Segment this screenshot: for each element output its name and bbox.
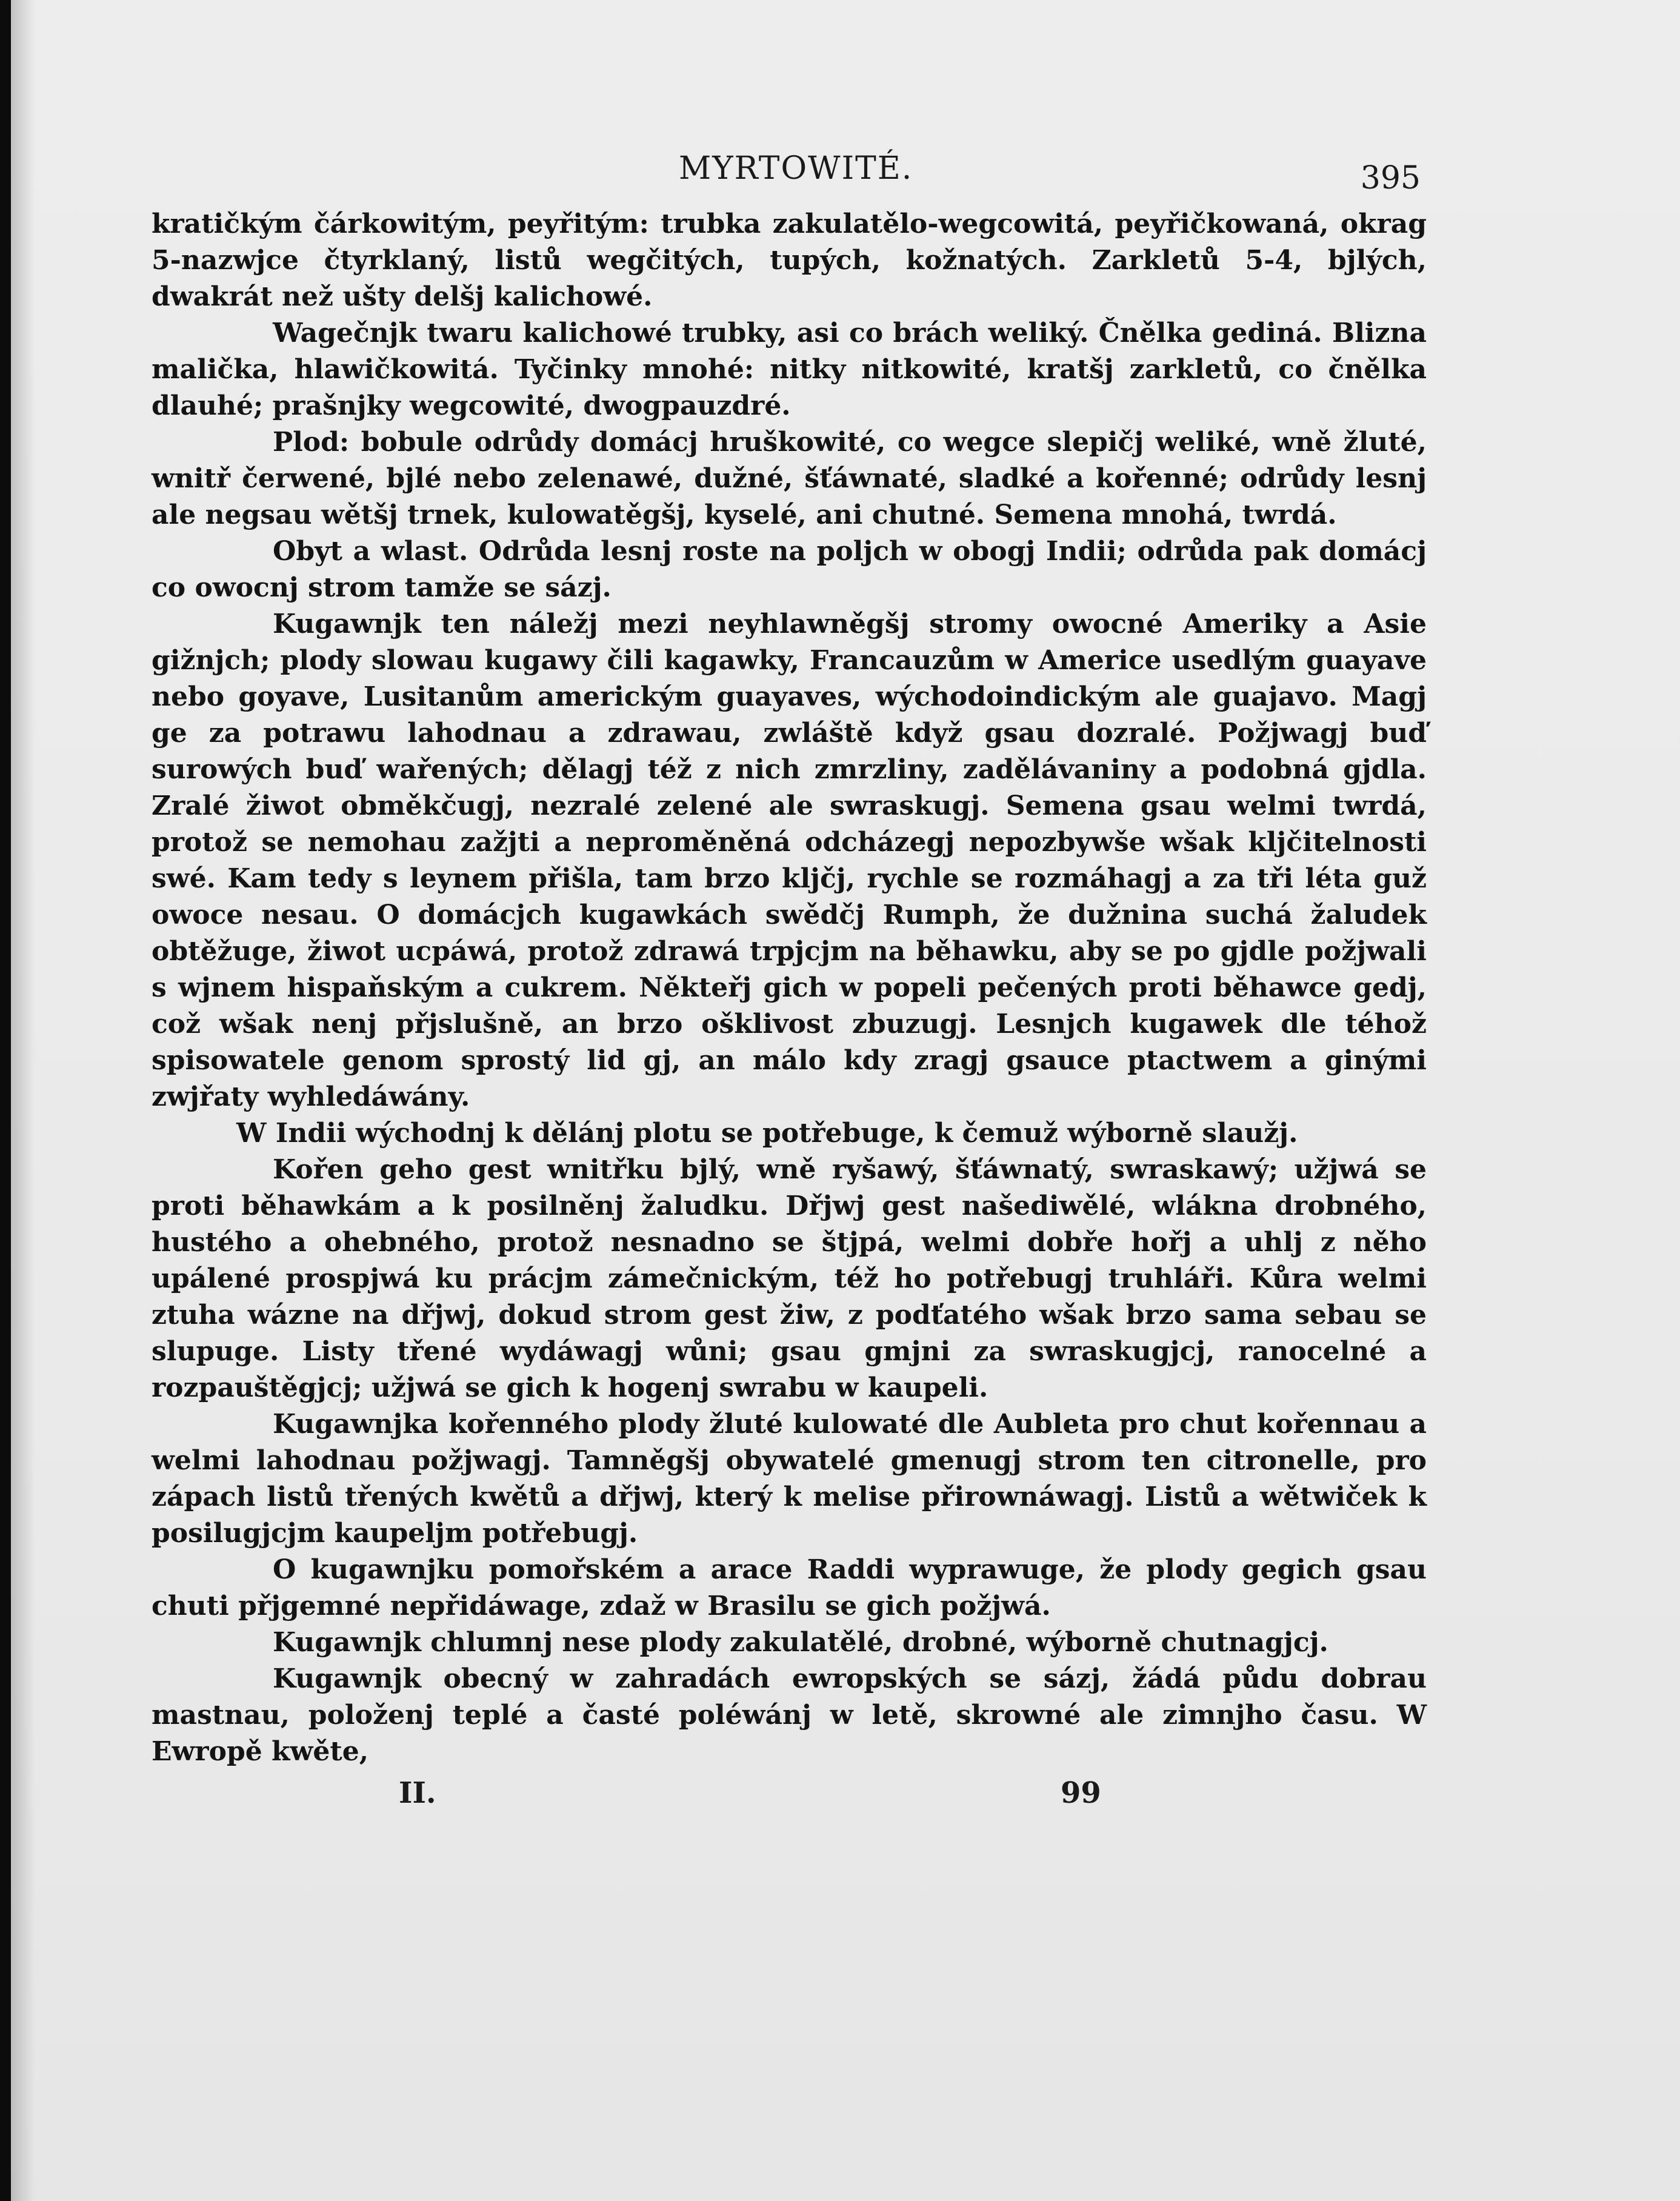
paragraph: O kugawnjku pomořském a arace Raddi wyprawuge, že plody gegich gsau chuti přjgemné nepřidáwage, zdaž w Brasilu se gich požjwá. — [152, 1554, 1427, 1622]
page-edge-shadow — [11, 0, 35, 2201]
paragraph: Kugawnjk chlumnj nese plody zakulatělé, drobné, wýborně chutnagjcj. — [273, 1627, 1328, 1658]
book-page — [11, 0, 1680, 2201]
paragraph: Kugawnjka kořenného plody žluté kulowaté dle Aubleta pro chut kořennau a welmi lahodnau požjwagj. Tamněgšj obywatelé gmenugj strom ten citronelle, pro zápach listů třených kwětů a dřjwj, který k melise přirownáwagj. Listů a wětwiček k posilugjcjm kaupeljm potřebugj. — [152, 1409, 1427, 1549]
body-text — [152, 206, 1427, 1770]
paragraph: Plod: bobule odrůdy domácj hruškowité, co wegce slepičj weliké, wně žluté, wnitř čerwené, bjlé nebo zelenawé, dužné, šťáwnaté, sladké a kořenné; odrůdy lesnj ale negsau wětšj trnek, kulowatěgšj, kyselé, ani chutné. Semena mnohá, twrdá. — [152, 427, 1427, 530]
running-title: MYRTOWITÉ. — [679, 150, 913, 187]
page-header — [11, 150, 1680, 199]
page-number: 395 — [1360, 160, 1421, 196]
paragraph: Kugawnjk ten náležj mezi neyhlawněgšj stromy owocné Ameriky a Asie gižnjch; plody slowau kugawy čili kagawky, Francauzům w Americe usedlým guayave nebo goyave, Lusitanům americkým guayaves, wýchodoindickým ale guajavo. Magj ge za potrawu lahodnau a zdrawau, zwláště když gsau dozralé. Požjwagj buď surowých buď wařených; dělagj též z nich zmrzliny, zadělávaniny a podobná gjdla. Zralé žiwot obměkčugj, nezralé zelené ale swraskugj. Semena gsau welmi twrdá, protož se nemohau zažjti a neproměněná odcházegj nepozbywše wšak kljčitelnosti swé. Kam tedy s leynem přišla, tam brzo kljčj, rychle se rozmáhagj a za tři léta guž owoce nesau. O domácjch kugawkách swědčj Rumph, že dužnina suchá žaludek obtěžuge, žiwot ucpáwá, protož zdrawá trpjcjm na běhawku, aby se po gjdle požjwali s wjnem hispaňským a cukrem. Někteřj gich w popeli pečených proti běhawce gedj, což wšak nenj přjslušně, an brzo ošklivost zbuzugj. Lesnjch kugawek dle téhož spisowatele genom sprostý lid gj, an málo kdy zragj gsauce ptactwem a ginými zwjřaty wyhledáwány. — [152, 609, 1427, 1112]
volume-number: II. — [399, 1776, 436, 1810]
page-footer — [11, 1776, 1680, 1819]
signature-mark: 99 — [1061, 1776, 1101, 1810]
paragraph: Kugawnjk obecný w zahradách ewropských se sázj, žádá půdu dobrau mastnau, položenj teplé a časté poléwánj w letě, skrowné ale zimnjho času. W Ewropě kwěte, — [152, 1663, 1427, 1767]
paragraph: W Indii wýchodnj k dělánj plotu se potřebuge, k čemuž wýborně slaužj. — [236, 1118, 1298, 1149]
paragraph: Kořen geho gest wnitřku bjlý, wně ryšawý, šťáwnatý, swraskawý; užjwá se proti běhawkám a k posilněnj žaludku. Dřjwj gest našediwělé, wlákna drobného, hustého a ohebného, protož nesnadno se štjpá, welmi dobře hořj a uhlj z něho upálené prospjwá ku prácjm zámečnickým, též ho potřebugj truhláři. Kůra welmi ztuha wázne na dřjwj, dokud strom gest žiw, z podťatého wšak brzo sama sebau se slupuge. Listy třené wydáwagj wůni; gsau gmjni za swraskugjcj, ranocelné a rozpauštěgjcj; užjwá se gich k hogenj swrabu w kaupeli. — [152, 1154, 1427, 1403]
paragraph: kratičkým čárkowitým, peyřitým: trubka zakulatělo-wegcowitá, peyřičkowaná, okrag 5-nazwjce čtyrklaný, listů wegčitých, tupých, kožnatých. Zarkletů 5-4, bjlých, dwakrát než ušty delšj kalichowé. — [152, 209, 1427, 312]
paragraph: Wagečnjk twaru kalichowé trubky, asi co brách weliký. Čnělka gediná. Blizna malička, hlawičkowitá. Tyčinky mnohé: nitky nitkowité, kratšj zarkletů, co čnělka dlauhé; prašnjky wegcowité, dwogpauzdré. — [152, 318, 1427, 421]
paragraph: Obyt a wlast. Odrůda lesnj roste na poljch w obogj Indii; odrůda pak domácj co owocnj strom tamže se sázj. — [152, 536, 1427, 603]
